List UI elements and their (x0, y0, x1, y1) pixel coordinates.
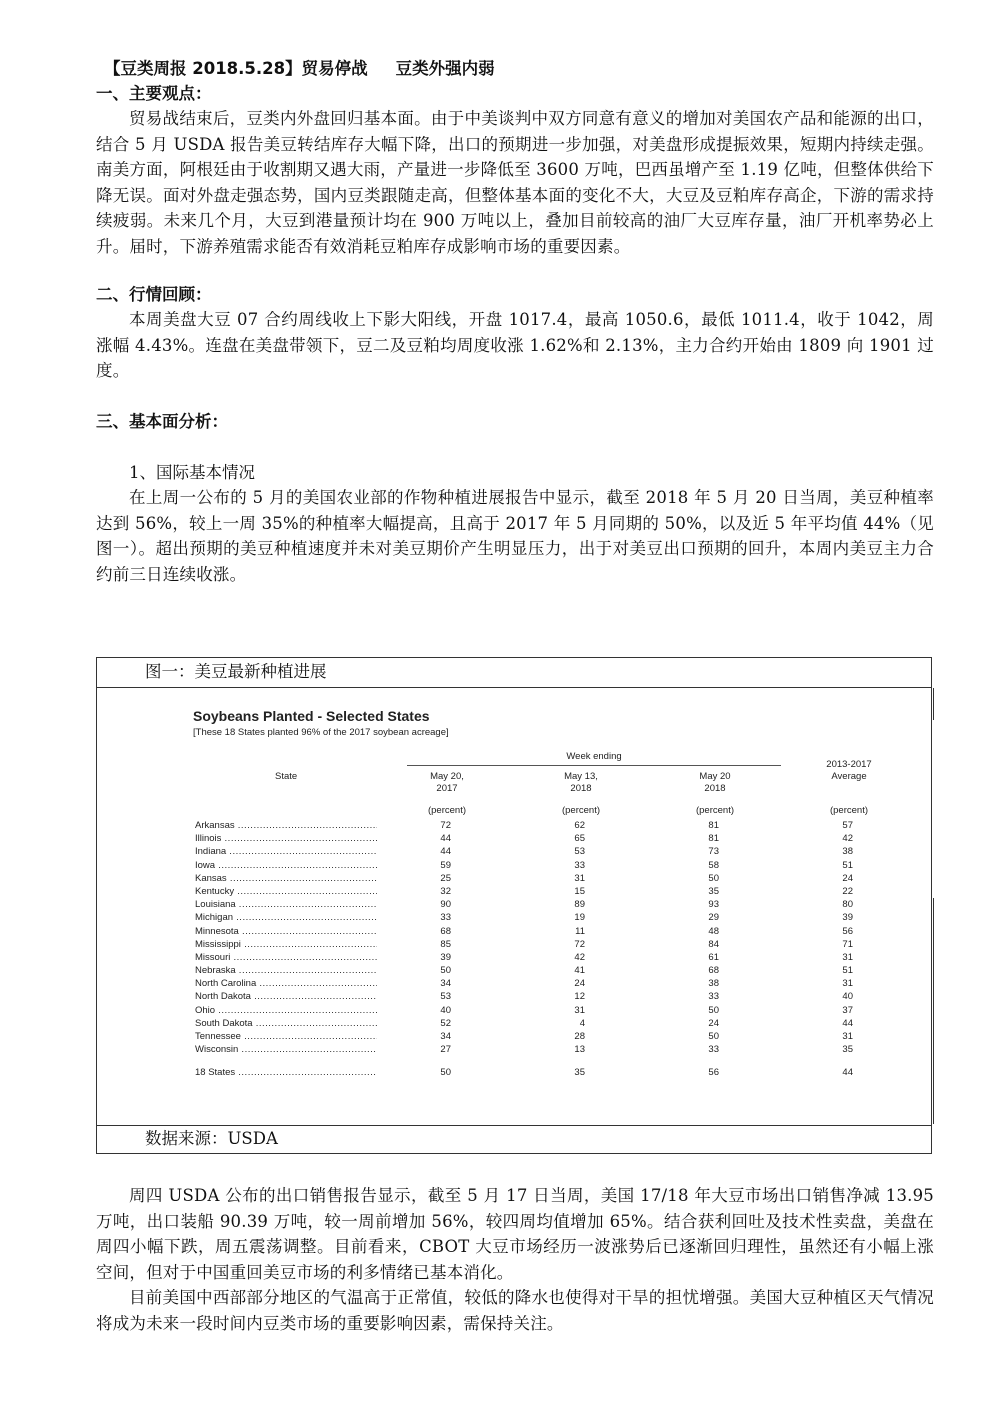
table-row (193, 990, 923, 1003)
section-heading-review: 二、行情回顾： (96, 285, 212, 304)
value-cell: 35 (842, 1044, 853, 1056)
value-cell: 33 (440, 912, 451, 924)
state-name: Ohio ..... (195, 1004, 377, 1017)
table-row (193, 832, 923, 845)
value-cell: 32 (440, 885, 451, 897)
value-cell: 89 (574, 899, 585, 911)
value-cell: 68 (440, 925, 451, 937)
value-cell: 13 (574, 1044, 585, 1056)
state-column-header: State (275, 771, 298, 782)
value-cell: 41 (574, 965, 585, 977)
section-heading-views: 一、主要观点： (96, 84, 212, 103)
table-row (193, 845, 923, 858)
column-header-line1: May 13, (564, 771, 598, 782)
table-total (193, 1066, 923, 1079)
table-row (193, 859, 923, 872)
document-body-continued (96, 1183, 934, 1336)
value-cell: 71 (842, 938, 853, 950)
value-cell: 39 (440, 951, 451, 963)
value-cell: 4 (579, 1017, 585, 1029)
table-row (193, 964, 923, 977)
table-rows (193, 819, 923, 1056)
state-name: Tennessee ..... (195, 1030, 377, 1043)
state-name: Kansas ..... (195, 872, 377, 885)
value-cell: 59 (440, 859, 451, 871)
state-name: North Carolina ..... (195, 977, 377, 990)
table-row (193, 1004, 923, 1017)
table-row (193, 1043, 923, 1056)
unit-label: (percent) (427, 805, 466, 816)
value-cell: 39 (842, 912, 853, 924)
table-row (193, 898, 923, 911)
value-cell: 53 (440, 991, 451, 1003)
value-cell: 19 (574, 912, 585, 924)
value-cell: 33 (708, 991, 719, 1003)
value-cell: 33 (574, 859, 585, 871)
value-cell: 90 (440, 899, 451, 911)
column-header (397, 771, 497, 795)
unit-label: (percent) (829, 805, 868, 816)
report-title (104, 56, 934, 82)
state-name: Arkansas ..... (195, 819, 377, 832)
state-name: Iowa ..... (195, 859, 377, 872)
state-name: Missouri ..... (195, 951, 377, 964)
value-cell: 42 (842, 833, 853, 845)
table-row (193, 911, 923, 924)
value-cell: 15 (574, 885, 585, 897)
value-cell: 34 (440, 978, 451, 990)
value-cell: 35 (574, 1067, 585, 1079)
section-text-review: 本周美盘大豆 07 合约周线收上下影大阳线，开盘 1017.4，最高 1050.6，最低 1011.4，收于 1042，周涨幅 4.43%。连盘在美盘带领下，豆二及豆粕均周度收涨 1.62%和 2.13%，主力合约开始由 1809 向 1901 过度。 (96, 310, 934, 380)
planting-table (193, 708, 923, 1080)
state-name: Michigan ..... (195, 911, 377, 924)
value-cell: 72 (440, 820, 451, 831)
report-title-secondary: 豆类外强内弱 (395, 59, 495, 78)
value-cell: 40 (842, 991, 853, 1003)
section-heading-fundamentals: 三、基本面分析： (96, 411, 228, 431)
value-cell: 68 (708, 965, 719, 977)
value-cell: 31 (574, 872, 585, 884)
value-cell: 93 (708, 899, 719, 911)
table-row (193, 885, 923, 898)
value-cell: 51 (842, 859, 853, 871)
table-row (193, 1066, 923, 1079)
state-name: South Dakota ..... (195, 1017, 377, 1030)
value-cell: 24 (708, 1017, 719, 1029)
value-cell: 84 (708, 938, 719, 950)
state-name: North Dakota ..... (195, 990, 377, 1003)
value-cell: 11 (575, 925, 585, 937)
table-row (193, 938, 923, 951)
value-cell: 58 (708, 859, 719, 871)
state-name: 18 States ..... (195, 1066, 377, 1079)
column-header (531, 771, 631, 795)
value-cell: 50 (440, 1067, 451, 1079)
value-cell: 80 (842, 899, 853, 911)
table-row (193, 925, 923, 938)
state-name: Louisiana ..... (195, 898, 377, 911)
value-cell: 61 (708, 951, 719, 963)
column-header-line2: 2018 (704, 783, 726, 794)
subsection-heading-international: 1、国际基本情况 (129, 462, 255, 482)
state-name: Nebraska ..... (195, 964, 377, 977)
figure-edge-line (933, 688, 934, 720)
value-cell: 31 (574, 1004, 585, 1016)
export-sales-paragraph: 周四 USDA 公布的出口销售报告显示，截至 5 月 17 日当周，美国 17/18 年大豆市场出口销售净减 13.95 万吨，出口装船 90.39 万吨，较一周前增加 56%，较四周均值增加 65%。结合获利回吐及技术性卖盘，美盘在周四小幅下跌，周五震荡调整。目前看来，CBOT 大豆市场经历一波涨势后已逐渐回归理性，虽然还有小幅上涨空间，但对于中国重回美豆市场的利多情绪已基本消化。 (96, 1186, 934, 1282)
value-cell: 72 (574, 938, 585, 950)
table-row (193, 1017, 923, 1030)
value-cell: 28 (574, 1031, 585, 1042)
value-cell: 48 (708, 925, 719, 937)
table-note: [These 18 States planted 96% of the 2017 soybean acreage] (193, 727, 449, 738)
value-cell: 33 (708, 1044, 719, 1056)
value-cell: 44 (842, 1017, 853, 1029)
value-cell: 29 (708, 912, 719, 924)
value-cell: 81 (708, 820, 719, 831)
value-cell: 50 (708, 872, 719, 884)
column-header-line1: May 20 (699, 771, 731, 782)
value-cell: 85 (440, 938, 451, 950)
week-ending-header: Week ending (566, 751, 622, 762)
week-ending-rule (407, 765, 781, 766)
table-title: Soybeans Planted - Selected States (193, 708, 430, 724)
value-cell: 31 (842, 978, 853, 990)
value-cell: 40 (440, 1004, 451, 1016)
document-body (96, 56, 934, 587)
value-cell: 24 (842, 872, 853, 884)
report-title-main: 【豆类周报 2018.5.28】贸易停战 (104, 59, 368, 78)
value-cell: 50 (708, 1031, 719, 1042)
column-header-line2: Average (831, 771, 867, 782)
state-name: Wisconsin ..... (195, 1043, 377, 1056)
value-cell: 81 (708, 833, 719, 845)
table-row (193, 1030, 923, 1043)
value-cell: 25 (440, 872, 451, 884)
column-header (799, 759, 899, 783)
column-header-line1: May 20, (430, 771, 464, 782)
state-name: Indiana ..... (195, 845, 377, 858)
value-cell: 50 (440, 965, 451, 977)
value-cell: 38 (708, 978, 719, 990)
section-text-views: 贸易战结束后，豆类内外盘回归基本面。由于中美谈判中双方同意有意义的增加对美国农产品和能源的出口，结合 5 月 USDA 报告美豆转结库存大幅下降，出口的预期进一步加强，对美盘形成提振效果，短期内持续走强。南美方面，阿根廷由于收割期又遇大雨，产量进一步降低至 3600 万吨，巴西虽增产至 1.19 亿吨，但整体供给下降无误。面对外盘走强态势，国内豆类跟随走高，但整体基本面的变化不大，大豆及豆粕库存高企，下游的需求持续疲弱。未来几个月，大豆到港量预计均在 900 万吨以上，叠加目前较高的油厂大豆库存量，油厂开机率势必上升。届时，下游养殖需求能否有效消耗豆粕库存成影响市场的重要因素。 (96, 109, 934, 256)
value-cell: 50 (708, 1004, 719, 1016)
column-header (665, 771, 765, 795)
value-cell: 51 (842, 965, 853, 977)
value-cell: 65 (574, 833, 585, 845)
value-cell: 73 (708, 846, 719, 858)
unit-label: (percent) (561, 805, 600, 816)
value-cell: 44 (440, 833, 451, 845)
value-cell: 56 (842, 925, 853, 937)
value-cell: 56 (708, 1067, 719, 1079)
state-name: Kentucky ..... (195, 885, 377, 898)
table-header (193, 741, 923, 819)
value-cell: 12 (574, 991, 585, 1003)
figure-source: 数据来源：USDA (97, 1125, 931, 1153)
section-text-international: 在上周一公布的 5 月的美国农业部的作物种植进展报告中显示，截至 2018 年 5 月 20 日当周，美豆种植率达到 56%，较上一周 35%的种植率大幅提高，且高于 2017 年 5 月同期的 50%，以及近 5 年平均值 44%（见图一）。超出预期的美豆种植速度并未对美豆期价产生明显压力，出于对美豆出口预期的回升，本周内美豆主力合约前三日连续收涨。 (96, 488, 934, 584)
value-cell: 31 (842, 951, 853, 963)
value-cell: 31 (842, 1031, 853, 1042)
value-cell: 34 (440, 1031, 451, 1042)
value-cell: 42 (574, 951, 585, 963)
figure-edge-line (933, 898, 934, 1124)
weather-paragraph: 目前美国中西部部分地区的气温高于正常值，较低的降水也使得对干旱的担忧增强。美国大豆种植区天气情况将成为未来一段时间内豆类市场的重要影响因素，需保持关注。 (96, 1288, 934, 1333)
value-cell: 37 (842, 1004, 853, 1016)
value-cell: 38 (842, 846, 853, 858)
table-row (193, 951, 923, 964)
value-cell: 57 (842, 820, 853, 831)
figure-caption: 图一：美豆最新种植进展 (97, 658, 931, 688)
state-name: Minnesota ..... (195, 925, 377, 938)
value-cell: 27 (440, 1044, 451, 1056)
value-cell: 24 (574, 978, 585, 990)
state-name: Illinois ..... (195, 832, 377, 845)
column-header-line2: 2018 (570, 783, 592, 794)
value-cell: 44 (440, 846, 451, 858)
column-header-line2: 2017 (436, 783, 458, 794)
table-row (193, 819, 923, 832)
value-cell: 62 (574, 820, 585, 831)
value-cell: 52 (440, 1017, 451, 1029)
figure-box (96, 657, 932, 1154)
value-cell: 22 (842, 885, 853, 897)
value-cell: 53 (574, 846, 585, 858)
state-name: Mississippi ..... (195, 938, 377, 951)
value-cell: 35 (708, 885, 719, 897)
value-cell: 44 (842, 1067, 853, 1079)
column-header-line1: 2013-2017 (826, 759, 872, 770)
table-row (193, 977, 923, 990)
unit-label: (percent) (695, 805, 734, 816)
table-row (193, 872, 923, 885)
